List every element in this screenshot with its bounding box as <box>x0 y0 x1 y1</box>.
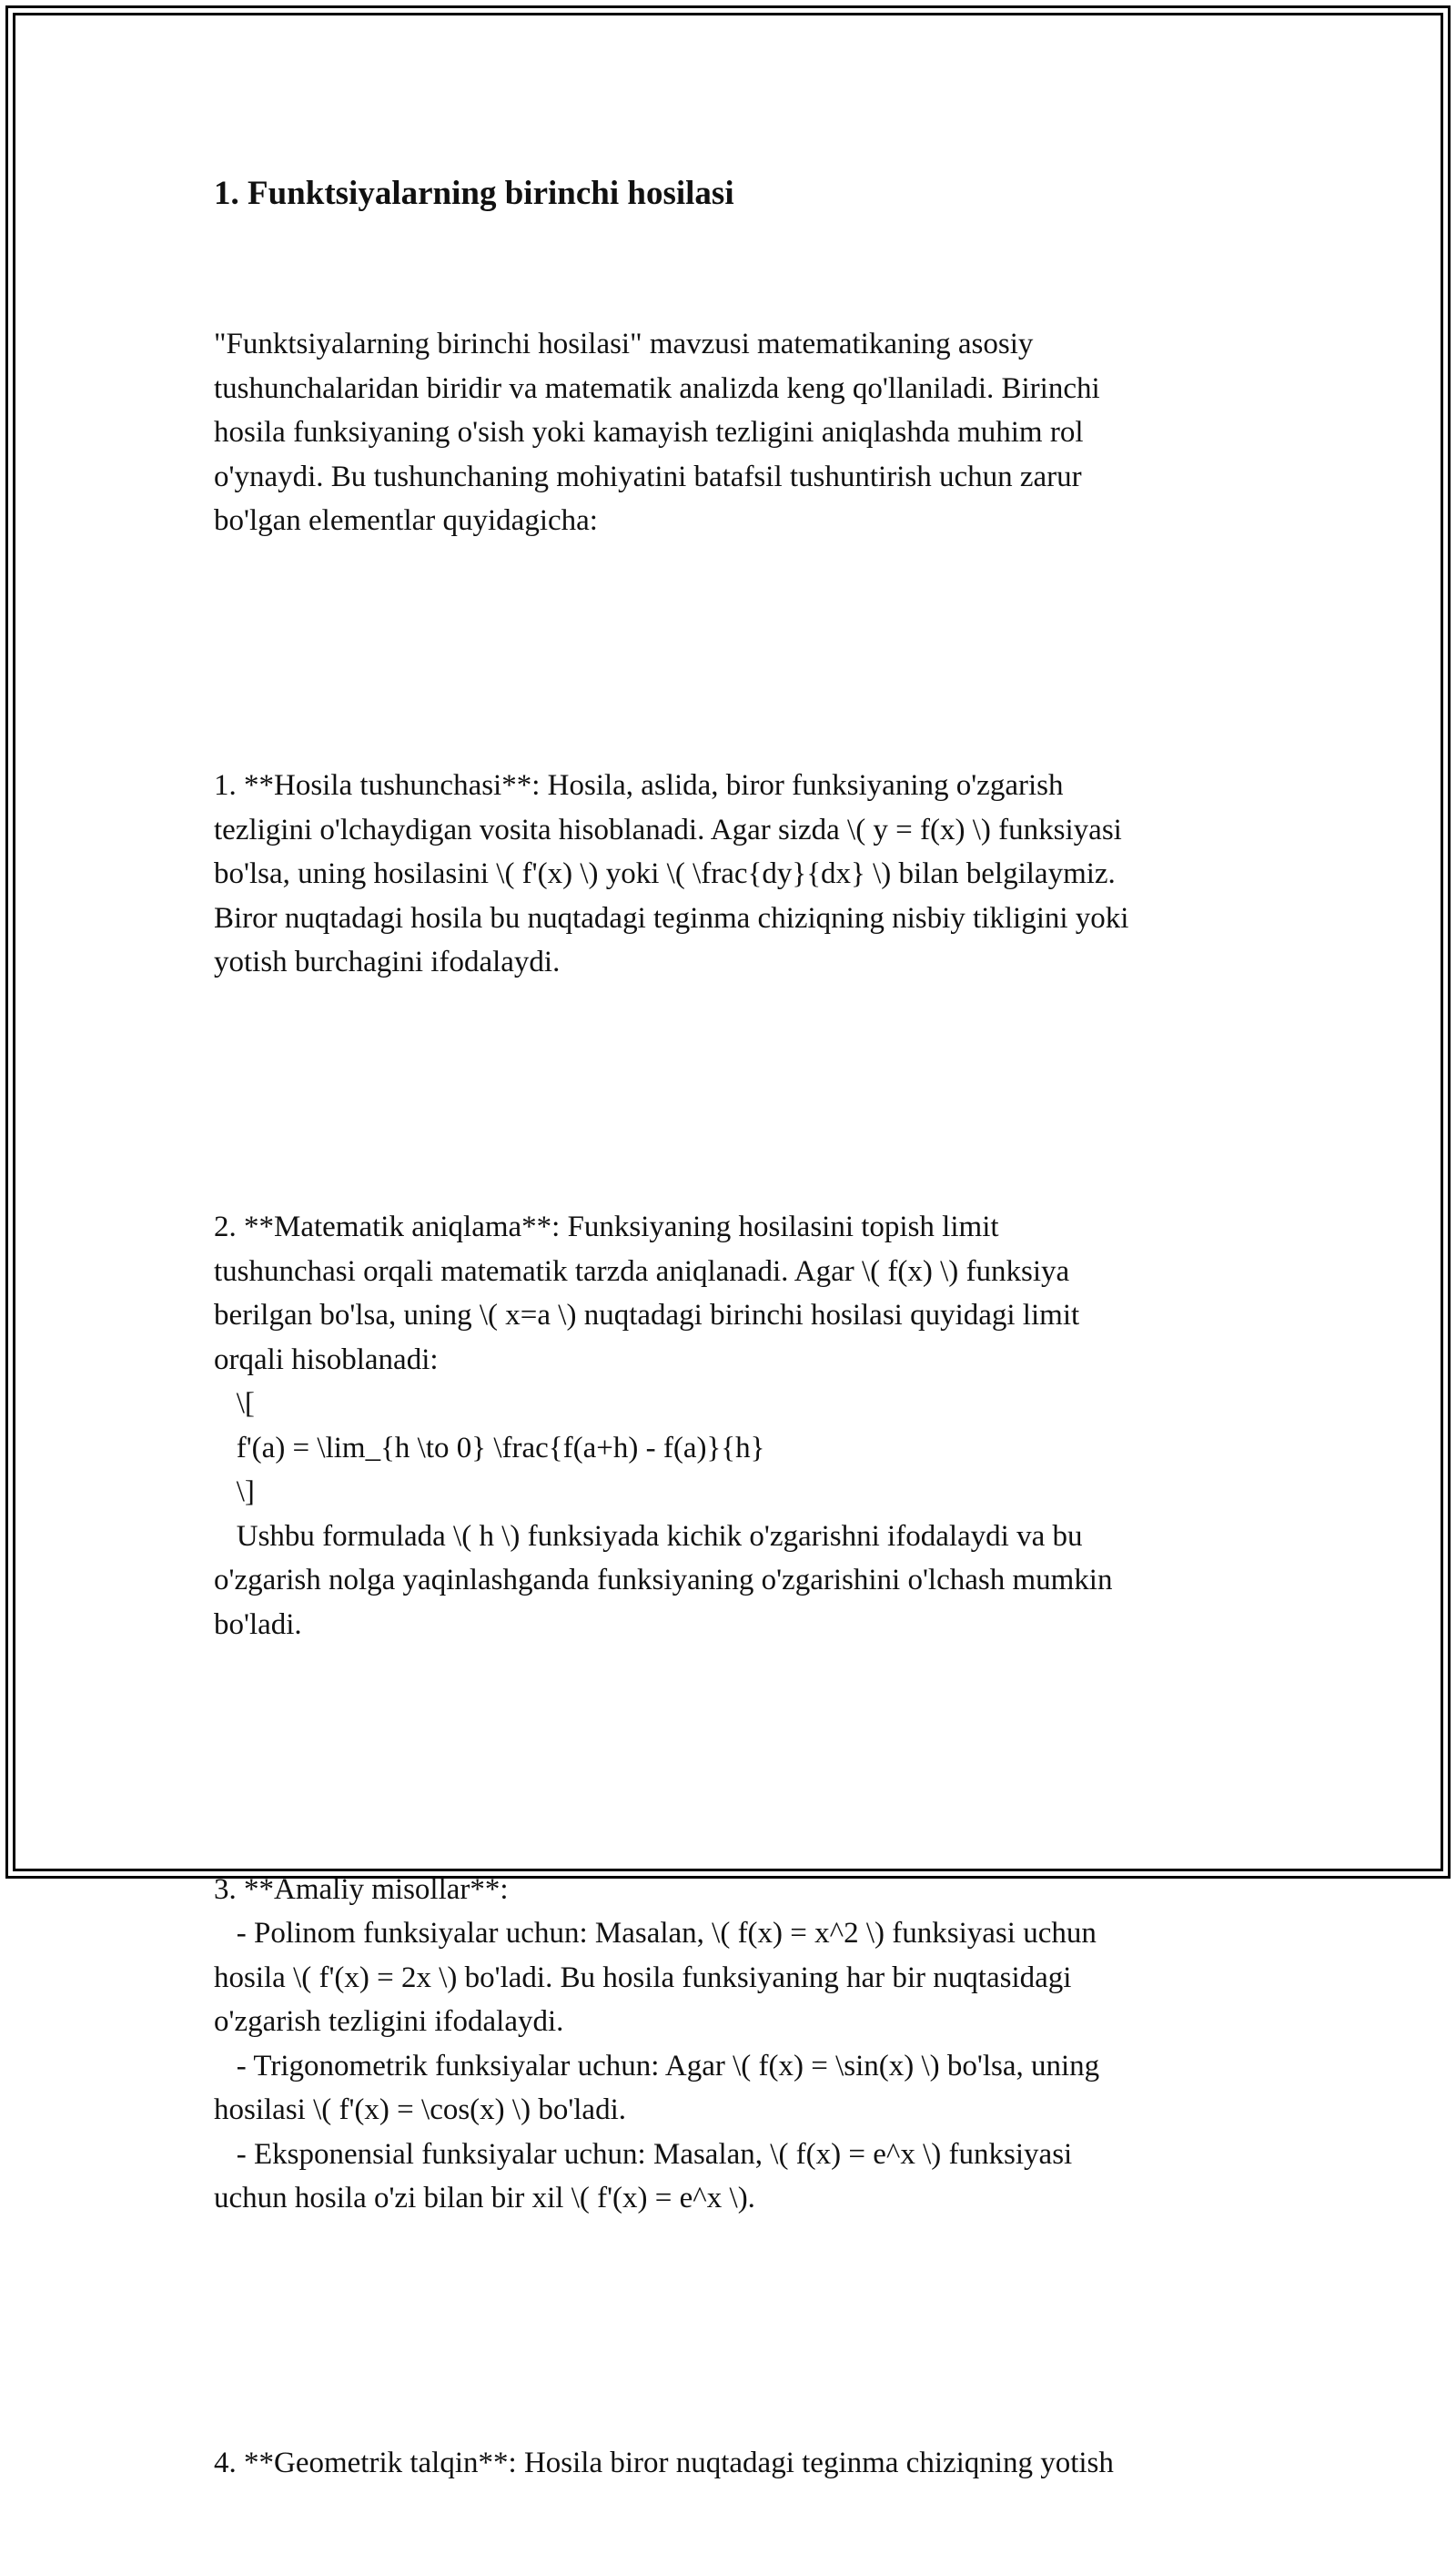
spacer <box>214 1073 1269 1118</box>
spacer <box>214 2309 1269 2354</box>
geometric-interpretation-paragraph: 4. **Geometrik talqin**: Hosila biror nuqtadagi teginma chiziqning yotish <box>214 2447 1114 2479</box>
document-body <box>214 234 1269 2574</box>
intro-paragraph: "Funktsiyalarning birinchi hosilasi" mavzusi matematikaning asosiy tushunchalaridan biridir va matematik analizda keng qo'llaniladi. Birinchi hosila funksiyaning o'sish yoki kamayish tezligini aniqlashda muhim rol o'ynaydi. Bu tushunchaning mohiyatini batafsil tushuntirish uchun zarur bo'lgan elementlar quyidagicha: <box>214 328 1100 537</box>
derivative-concept-paragraph: 1. **Hosila tushunchasi**: Hosila, aslida, biror funksiyaning o'zgarish tezligini o'lchaydigan vosita hisoblanadi. Agar sizda \( y = f(x) \) funksiyasi bo'lsa, uning hosilasini \( f'(x) \) yoki \( \frac{dy}{dx} \) bilan belgilaymiz. Biror nuqtadagi hosila bu nuqtadagi teginma chiziqning nisbiy tikligini yoki yotish burchagini ifodalaydi. <box>214 769 1129 978</box>
practical-examples-paragraph: 3. **Amaliy misollar**: - Polinom funksiyalar uchun: Masalan, \( f(x) = x^2 \) funksiyasi uchun hosila \( f'(x) = 2x \) bo'ladi. Bu hosila funksiyaning har bir nuqtasidagi o'zgarish tezligini ifodalaydi. - Trigonometrik funksiyalar uchun: Agar \( f(x) = \sin(x) \) bo'lsa, uning hosilasi \( f'(x) = \cos(x) \) bo'ladi. - Eksponensial funksiyalar uchun: Masalan, \( f(x) = e^x \) funksiyasi uchun hosila o'zi bilan bir xil \( f'(x) = e^x \). <box>214 1872 1100 2214</box>
spacer <box>214 632 1269 676</box>
spacer <box>214 1735 1269 1779</box>
mathematical-definition-paragraph: 2. **Matematik aniqlama**: Funksiyaning hosilasini topish limit tushunchasi orqali matematik tarzda aniqlanadi. Agar \( f(x) \) funksiya berilgan bo'lsa, uning \( x=a \) nuqtadagi birinchi hosilasi quyidagi limit orqali hisoblanadi: \[ f'(a) = \lim_{h \to 0} \frac{f(a+h) - f(a)}{h} \] Ushbu formulada \( h \) funksiyada kichik o'zgarishni ifodalaydi va bu o'zgarish nolga yaqinlashganda funksiyaning o'zgarishini o'lchash mumkin bo'ladi. <box>214 1211 1113 1641</box>
document-page <box>214 164 1269 2574</box>
section-heading: 1. Funktsiyalarning birinchi hosilasi <box>214 175 734 212</box>
